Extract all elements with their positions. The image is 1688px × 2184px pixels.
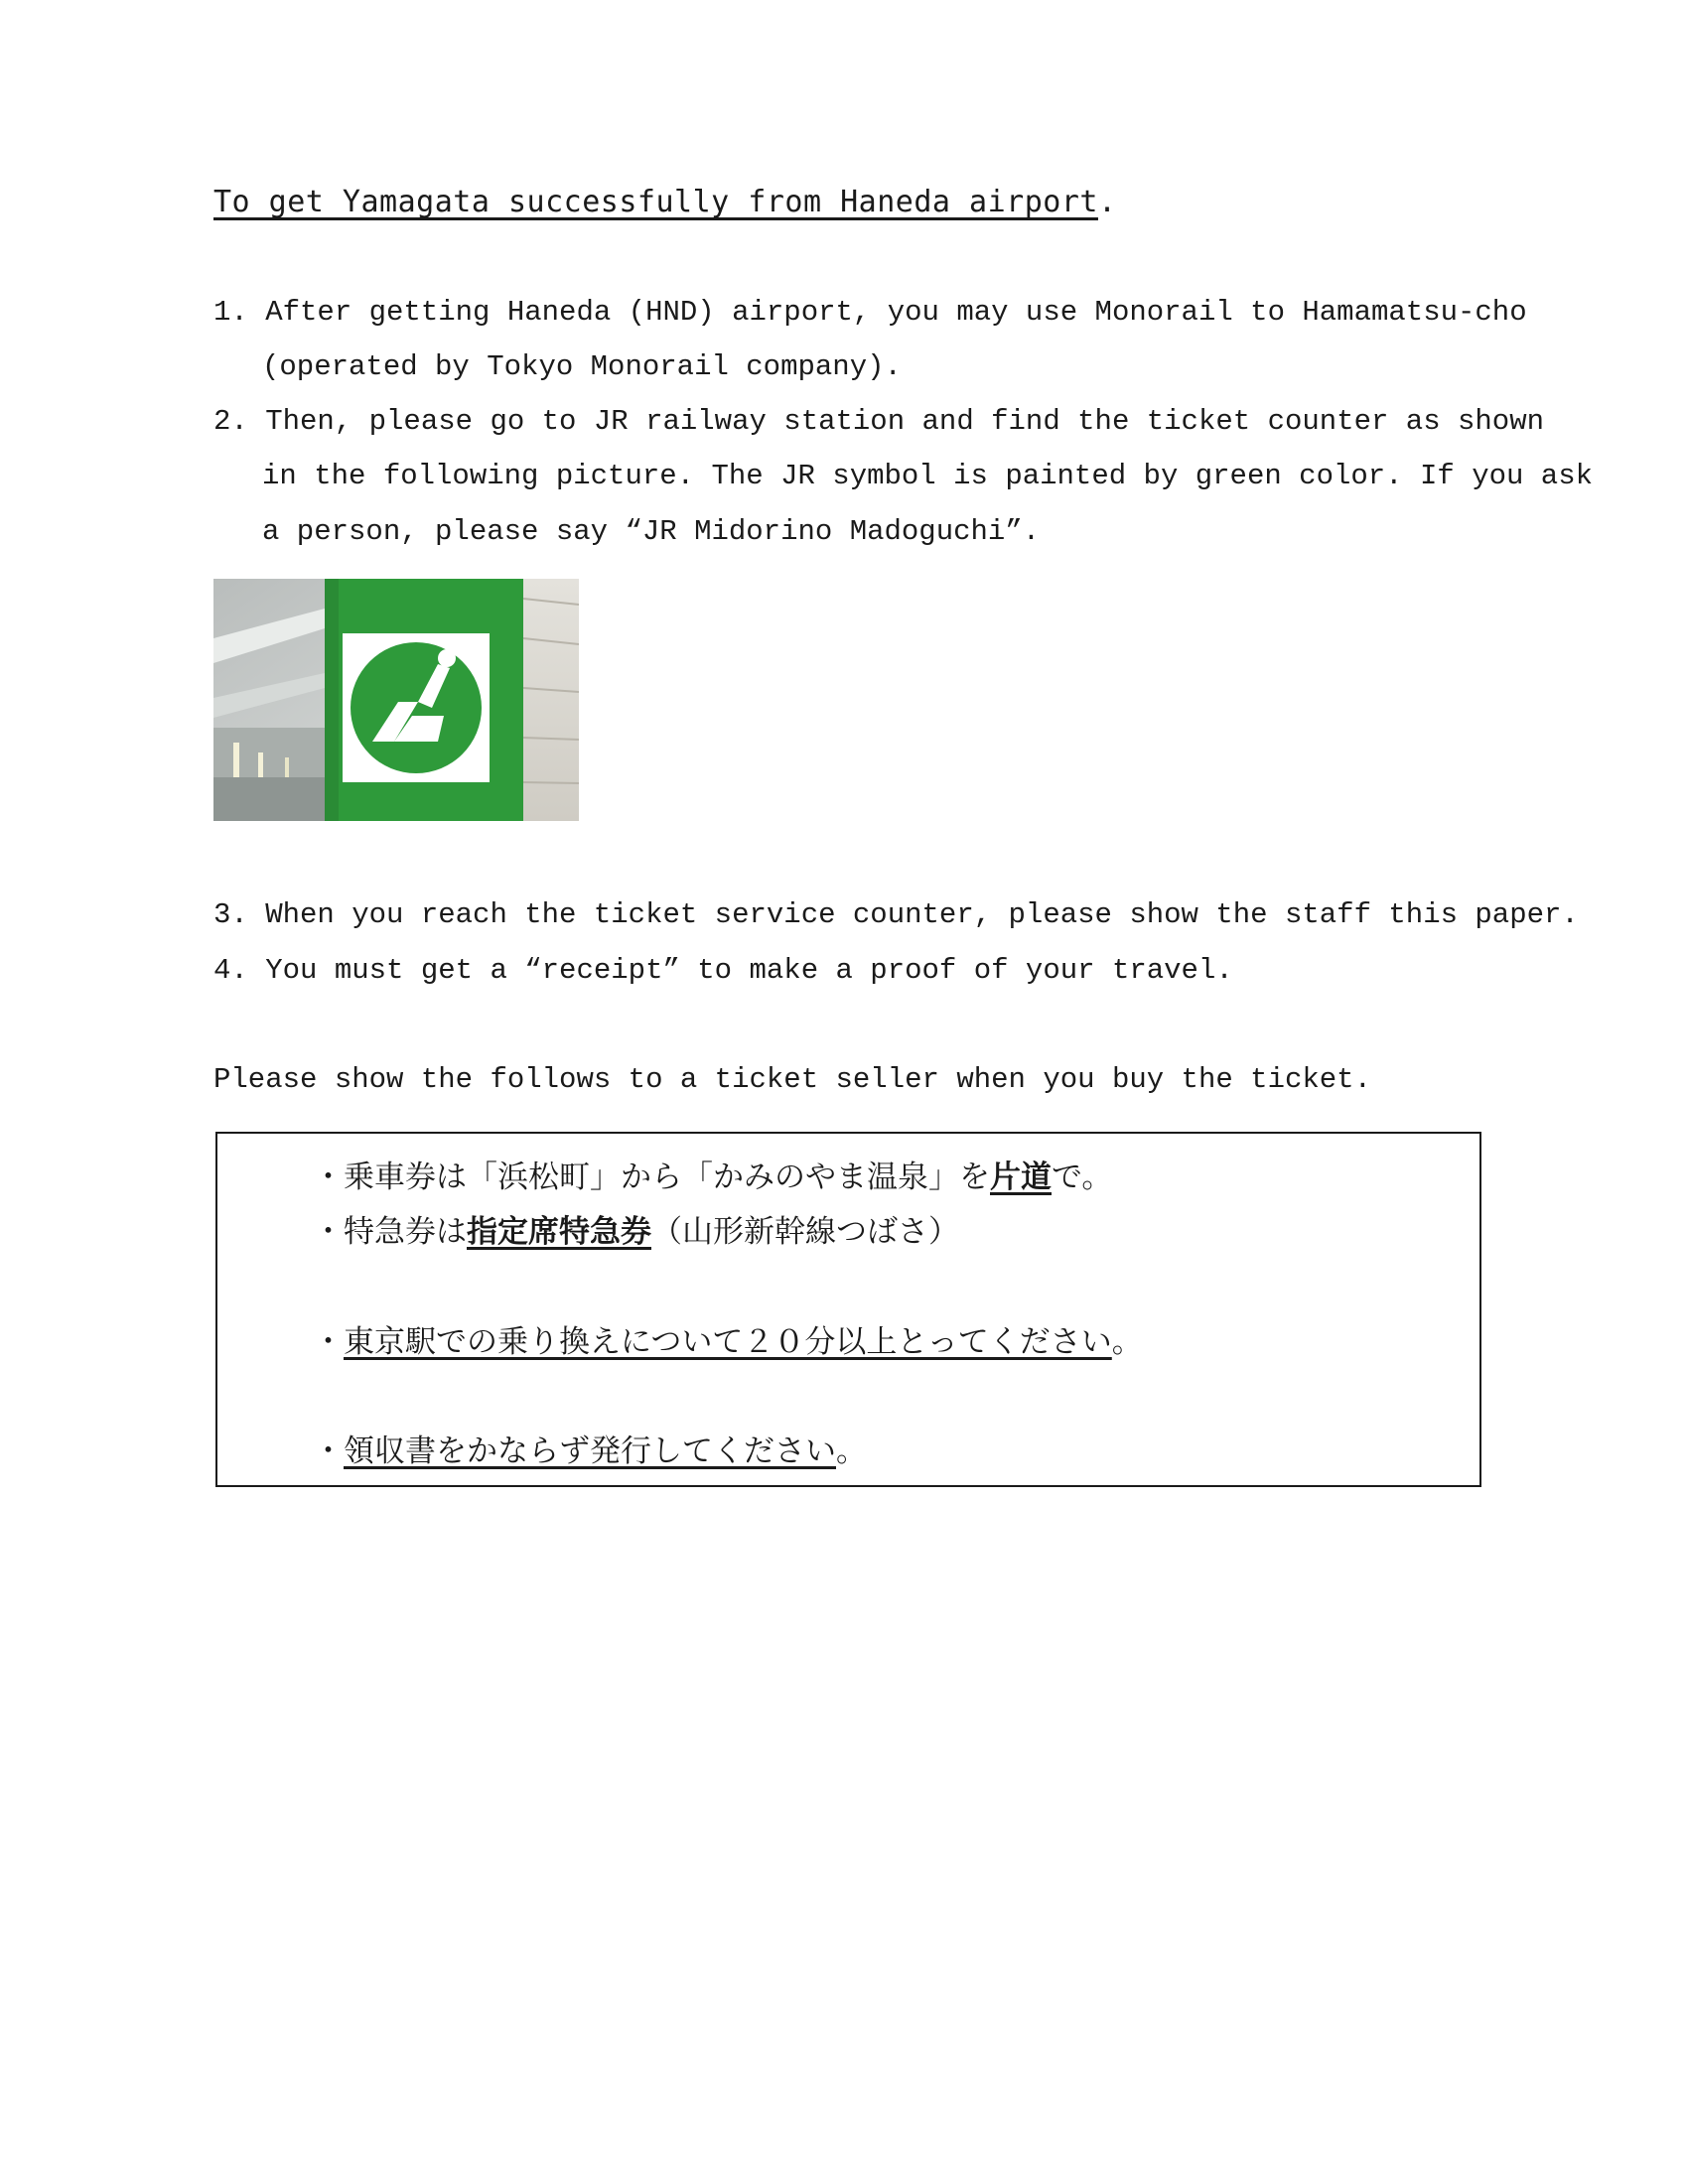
step-1-line-2: (operated by Tokyo Monorail company). (262, 350, 902, 383)
step-1-line-1: 1. After getting Haneda (HND) airport, you may use Monorail to Hamamatsu-cho (213, 296, 1527, 329)
box-line-4-suffix: 。 (836, 1433, 867, 1469)
document-title (213, 185, 1117, 219)
box-line-1-suffix: で。 (1052, 1160, 1113, 1195)
document-title-text: To get Yamagata successfully from Haneda airport (213, 185, 1098, 219)
step-4-line-1: 4. You must get a “receipt” to make a proof of your travel. (213, 954, 1233, 987)
step-3-line-1: 3. When you reach the ticket service counter, please show the staff this paper. (213, 898, 1579, 931)
ticket-request-box (215, 1132, 1481, 1487)
box-line-4-underlined: 領収書をかならず発行してください (344, 1433, 836, 1469)
box-line-2 (313, 1206, 959, 1251)
box-line-1 (313, 1152, 1112, 1196)
box-line-3-prefix: ・ (313, 1324, 344, 1360)
box-line-3-suffix: 。 (1111, 1324, 1143, 1360)
box-line-2-suffix: （山形新幹線つばさ） (651, 1214, 959, 1250)
box-line-4 (313, 1426, 867, 1470)
box-line-2-underlined: 指定席特急券 (467, 1214, 651, 1250)
jr-ticket-office-photo (213, 579, 579, 821)
step-2-line-1: 2. Then, please go to JR railway station and find the ticket counter as shown (213, 405, 1545, 438)
document-title-period: . (1097, 185, 1117, 219)
box-line-2-prefix: ・特急券は (313, 1214, 467, 1250)
jr-midori-no-madoguchi-seat-icon (213, 579, 579, 821)
box-line-1-underlined: 片道 (990, 1160, 1052, 1195)
box-line-3-underlined: 東京駅での乗り換えについて２０分以上とってください (344, 1324, 1112, 1360)
step-2-line-2: in the following picture. The JR symbol is painted by green color. If you ask (262, 460, 1594, 492)
box-line-1-prefix: ・乗車券は「浜松町」から「かみのやま温泉」を (313, 1160, 990, 1195)
instruction-text: Please show the follows to a ticket seller when you buy the ticket. (213, 1063, 1371, 1096)
box-line-3 (313, 1316, 1143, 1361)
step-2-line-3: a person, please say “JR Midorino Madoguchi”. (262, 515, 1041, 548)
box-line-4-prefix: ・ (313, 1433, 344, 1469)
